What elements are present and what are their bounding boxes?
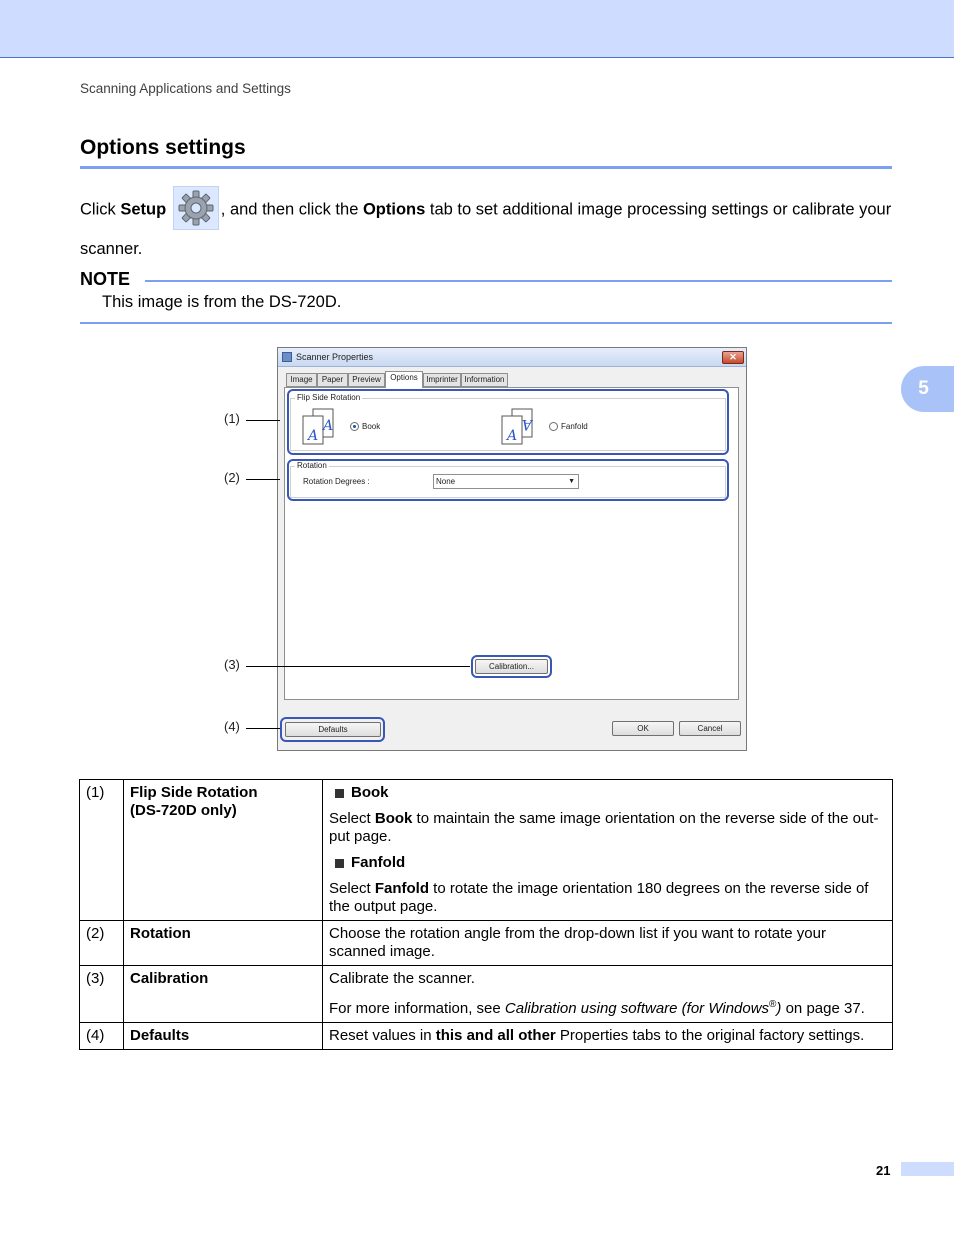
svg-text:A: A	[323, 418, 334, 434]
note-rule	[145, 280, 892, 282]
book-radio[interactable]	[350, 422, 359, 431]
ok-button[interactable]: OK	[612, 721, 674, 736]
tab-preview[interactable]: Preview	[348, 373, 385, 387]
title-rule	[80, 166, 892, 169]
callout-line-2	[246, 479, 280, 480]
note-text: This image is from the DS-720D.	[102, 293, 342, 311]
table-row	[80, 780, 893, 921]
rotation-degrees-label: Rotation Degrees :	[303, 477, 370, 486]
fanfold-radio[interactable]	[549, 422, 558, 431]
book-description: Select Book to maintain the same image orientation on the reverse side of the out-put page.	[329, 810, 879, 845]
tab-image[interactable]: Image	[286, 373, 317, 387]
defaults-button[interactable]: Defaults	[285, 722, 381, 737]
row-description: Calibrate the scanner. For more information, see Calibration using software (for Windows®) on page 37.	[323, 966, 893, 1023]
svg-text:A: A	[521, 416, 532, 432]
rotation-group-label: Rotation	[297, 461, 327, 470]
note-bottom-rule	[80, 322, 892, 324]
fanfold-heading: Fanfold	[329, 854, 886, 872]
square-bullet-icon	[335, 789, 344, 798]
row-name: Calibration	[124, 966, 323, 1023]
svg-text:A: A	[507, 428, 518, 444]
callout-line-1	[246, 420, 280, 421]
row-name: Rotation	[124, 921, 323, 966]
row-description: Choose the rotation angle from the drop-down list if you want to rotate your scanned image.	[323, 921, 893, 966]
callout-label-3: (3)	[224, 657, 240, 672]
scanner-icon	[282, 352, 292, 362]
fanfold-description: Select Fanfold to rotate the image orientation 180 degrees on the reverse side of the output page.	[329, 880, 869, 915]
rotation-degrees-value: None	[436, 477, 456, 486]
callout-label-4: (4)	[224, 719, 240, 734]
options-panel	[284, 387, 739, 700]
options-table	[79, 779, 893, 1050]
options-term: Options	[362, 200, 426, 219]
gear-icon	[173, 186, 219, 230]
chapter-tab: 5	[901, 366, 954, 412]
callout-line-3	[246, 666, 470, 667]
tab-options[interactable]: Options	[385, 371, 423, 388]
table-row	[80, 1023, 893, 1050]
dialog-title: Scanner Properties	[296, 352, 374, 362]
running-head: Scanning Applications and Settings	[80, 81, 291, 96]
row-name: Flip Side Rotation (DS-720D only)	[124, 780, 323, 921]
square-bullet-icon	[335, 859, 344, 868]
row-number: (2)	[80, 921, 124, 966]
header-band	[0, 0, 954, 58]
tab-paper[interactable]: Paper	[317, 373, 348, 387]
setup-term: Setup	[120, 200, 167, 219]
row-description	[323, 780, 893, 921]
table-row	[80, 921, 893, 966]
row-name: Defaults	[124, 1023, 323, 1050]
book-document-icon	[301, 408, 337, 446]
calibration-reference: For more information, see Calibration using software (for Windows®) on page 37.	[329, 999, 865, 1017]
scanner-properties-dialog	[277, 347, 747, 751]
table-row	[80, 966, 893, 1023]
chevron-down-icon: ▼	[568, 478, 575, 485]
rotation-degrees-select[interactable]	[433, 474, 579, 489]
callout-line-4	[246, 728, 280, 729]
page-number: 21	[876, 1163, 891, 1178]
tab-information[interactable]: Information	[461, 373, 508, 387]
book-option-label: Book	[362, 422, 381, 431]
section-title: Options settings	[80, 136, 246, 159]
intro-paragraph: Click Setup , and then click the Options tab to set additional image processing settings or calibrate your scanner.	[80, 188, 892, 267]
svg-text:A: A	[308, 428, 319, 444]
dialog-titlebar	[278, 348, 746, 367]
cancel-button[interactable]: Cancel	[679, 721, 741, 736]
row-number: (4)	[80, 1023, 124, 1050]
row-number: (1)	[80, 780, 124, 921]
flip-side-rotation-label: Flip Side Rotation	[297, 393, 361, 402]
book-heading: Book	[329, 784, 886, 802]
note-label: NOTE	[80, 269, 131, 289]
row-description: Reset values in this and all other Properties tabs to the original factory settings.	[323, 1023, 893, 1050]
close-icon[interactable]: ✕	[722, 351, 744, 364]
callout-label-1: (1)	[224, 411, 240, 426]
row-number: (3)	[80, 966, 124, 1023]
page-number-bar	[901, 1162, 954, 1176]
calibration-button[interactable]: Calibration...	[475, 659, 548, 674]
callout-label-2: (2)	[224, 470, 240, 485]
fanfold-document-icon	[500, 408, 536, 446]
tab-imprinter[interactable]: Imprinter	[423, 373, 461, 387]
fanfold-option-label: Fanfold	[561, 422, 588, 431]
